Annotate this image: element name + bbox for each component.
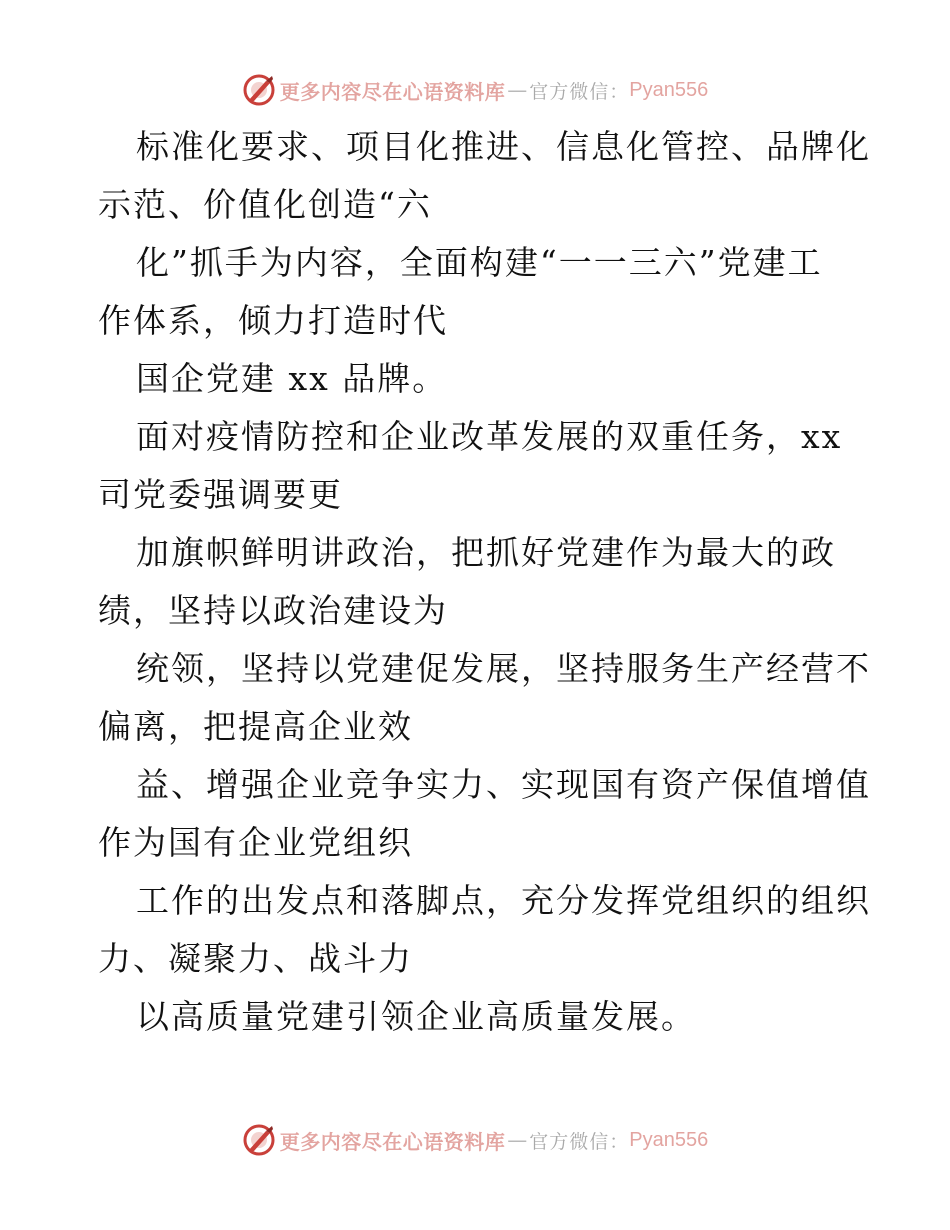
banner-dash: — <box>507 78 528 102</box>
quill-logo-icon <box>242 73 276 107</box>
body-line: 国企党建 xx 品牌。 <box>136 359 448 398</box>
body-line: 示范、价值化创造“六 <box>98 185 432 224</box>
banner-wechat-id: Pyan556 <box>629 78 709 101</box>
body-line: 偏离，把提高企业效 <box>98 707 413 746</box>
body-line: 化”抓手为内容，全面构建“一一三六”党建工 <box>136 243 823 282</box>
body-line: 作为国有企业党组织 <box>98 823 413 862</box>
body-line: 工作的出发点和落脚点，充分发挥党组织的组织 <box>136 881 871 920</box>
footer-watermark-banner <box>0 1120 950 1160</box>
banner-text: 更多内容尽在心语资料库 <box>279 79 506 104</box>
body-line: 绩，坚持以政治建设为 <box>98 591 448 630</box>
body-line: 益、增强企业竞争实力、实现国有资产保值增值 <box>136 765 871 804</box>
body-line: 标准化要求、项目化推进、信息化管控、品牌化 <box>136 127 871 166</box>
banner-wechat-label: 官方微信： <box>529 80 630 103</box>
body-line: 统领，坚持以党建促发展，坚持服务生产经营不 <box>136 649 871 688</box>
banner-text: 更多内容尽在心语资料库 <box>279 1129 506 1154</box>
body-line: 加旗帜鲜明讲政治，把抓好党建作为最大的政 <box>136 533 836 572</box>
body-line: 面对疫情防控和企业改革发展的双重任务，xx <box>136 417 843 456</box>
banner-wechat-label: 官方微信： <box>529 1130 630 1153</box>
document-body <box>98 118 871 1046</box>
body-line: 以高质量党建引领企业高质量发展。 <box>136 997 696 1036</box>
banner-dash: — <box>507 1128 528 1152</box>
body-line: 司党委强调要更 <box>98 475 343 514</box>
banner-wechat-id: Pyan556 <box>629 1128 709 1151</box>
body-line: 力、凝聚力、战斗力 <box>98 939 413 978</box>
header-watermark-banner <box>0 70 950 110</box>
quill-logo-icon <box>242 1123 276 1157</box>
body-line: 作体系，倾力打造时代 <box>98 301 448 340</box>
